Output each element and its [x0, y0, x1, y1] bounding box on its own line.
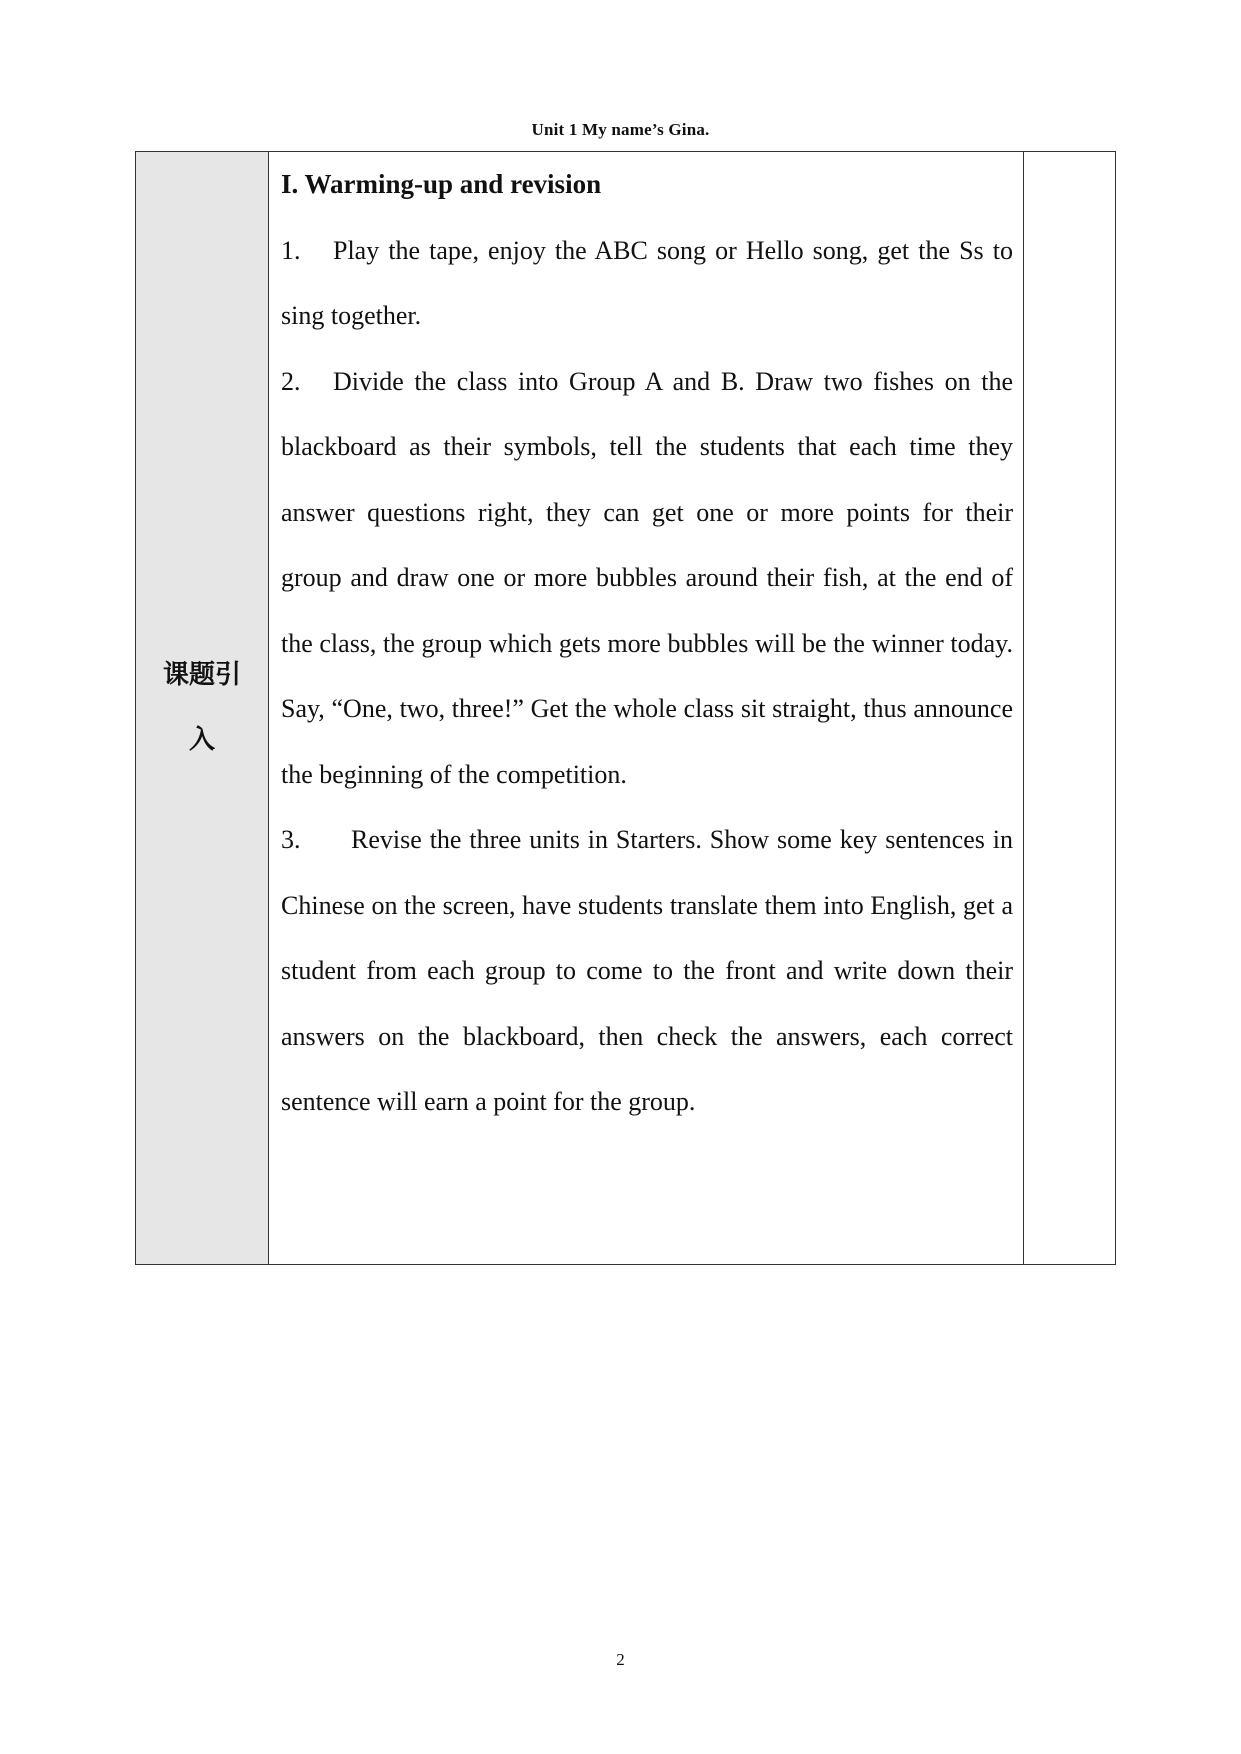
- row-label-cell: [136, 152, 269, 1265]
- lesson-plan-table: [135, 151, 1116, 1265]
- blank-notes-cell: [1024, 152, 1116, 1265]
- step-item-1: [281, 218, 1013, 349]
- step-item-2: [281, 349, 1013, 808]
- page-header-title: Unit 1 My name’s Gina.: [531, 120, 710, 139]
- page-number: 2: [616, 1650, 625, 1669]
- step-number: 2.: [281, 366, 301, 396]
- step-text: Divide the class into Group A and B. Draw two fishes on the blackboard as their symbols, tell the students that each time they answer questions right, they can get one or more points for their group and draw one or more bubbles around their fish, at the end of the class, the group which gets more bubbles will be the winner today. Say, “One, two, three!” Get the whole class sit straight, thus announce the beginning of the competition.: [281, 366, 1013, 789]
- step-number: 3.: [281, 825, 301, 854]
- step-number: 1.: [281, 235, 301, 265]
- step-text: Play the tape, enjoy the ABC song or Hello song, get the Ss to sing together.: [281, 235, 1013, 330]
- row-label: 课题引入: [162, 660, 241, 755]
- section-heading: I. Warming-up and revision: [281, 169, 602, 199]
- table-row: [136, 152, 1116, 1265]
- step-text: Revise the three units in Starters. Show some key sentences in Chinese on the screen, have students translate them into English, get a student from each group to come to the front and write down their answers on the blackboard, then check the answers, each correct sentence will earn a point for the group.: [281, 825, 1013, 1116]
- content-body: [269, 152, 1023, 1135]
- step-item-3: [281, 807, 1013, 1135]
- content-cell: [269, 152, 1024, 1265]
